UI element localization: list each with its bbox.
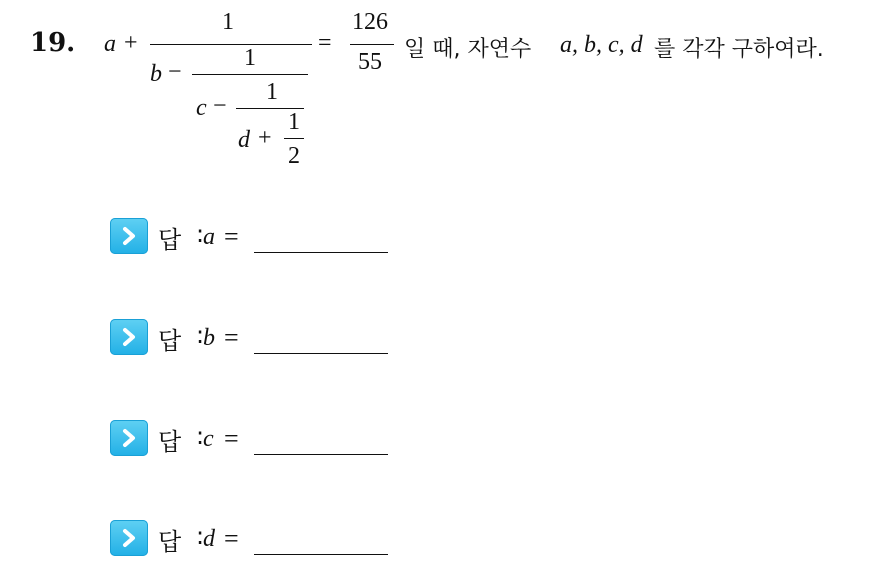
chevron-right-icon [110,319,148,355]
answer-colon: : [196,220,205,248]
equals-sign: = [318,30,332,56]
answer-variable: c [203,426,214,452]
answer-blank-c[interactable] [254,454,388,455]
plus-sign: + [124,30,138,56]
answer-equals: = [224,424,239,453]
half-denominator: 2 [288,143,300,169]
numerator-one: 1 [266,79,278,105]
fraction-bar [150,44,312,45]
half-numerator: 1 [288,109,300,135]
answer-blank-b[interactable] [254,353,388,354]
chevron-right-icon [110,520,148,556]
answer-variable: d [203,526,215,552]
answer-row-b [110,319,410,359]
answer-equals: = [224,222,239,251]
answer-colon: : [196,522,205,550]
fraction-bar [192,74,308,75]
fraction-bar [350,44,394,45]
answer-blank-a[interactable] [254,252,388,253]
rhs-numerator: 126 [352,9,388,35]
minus-sign: − [213,93,227,119]
var-d: d [238,127,250,153]
plus-sign: + [258,125,272,151]
answer-variable: b [203,325,215,351]
answer-row-d [110,520,410,560]
answer-label: 답 [158,528,182,556]
answer-label: 답 [158,327,182,355]
answer-label: 답 [158,428,182,456]
question-text-2: 를 각각 구하여라. [654,37,824,62]
numerator-one: 1 [222,9,234,35]
chevron-right-icon [110,218,148,254]
numerator-one: 1 [244,45,256,71]
answer-row-c [110,420,410,460]
chevron-right-icon [110,420,148,456]
var-a: a [104,31,116,57]
answer-variable: a [203,224,215,250]
answer-blank-d[interactable] [254,554,388,555]
answer-label: 답 [158,226,182,254]
answer-colon: : [196,321,205,349]
minus-sign: − [168,59,182,85]
answer-equals: = [224,524,239,553]
question-variables: a, b, c, d [560,32,643,58]
var-b: b [150,61,162,87]
rhs-denominator: 55 [358,49,382,75]
fraction-bar [284,138,304,139]
question-number: 19. [30,28,76,58]
answer-equals: = [224,323,239,352]
question-text-1: 일 때, 자연수 [404,37,532,62]
var-c: c [196,95,207,121]
answer-colon: : [196,422,205,450]
answer-row-a [110,218,410,258]
